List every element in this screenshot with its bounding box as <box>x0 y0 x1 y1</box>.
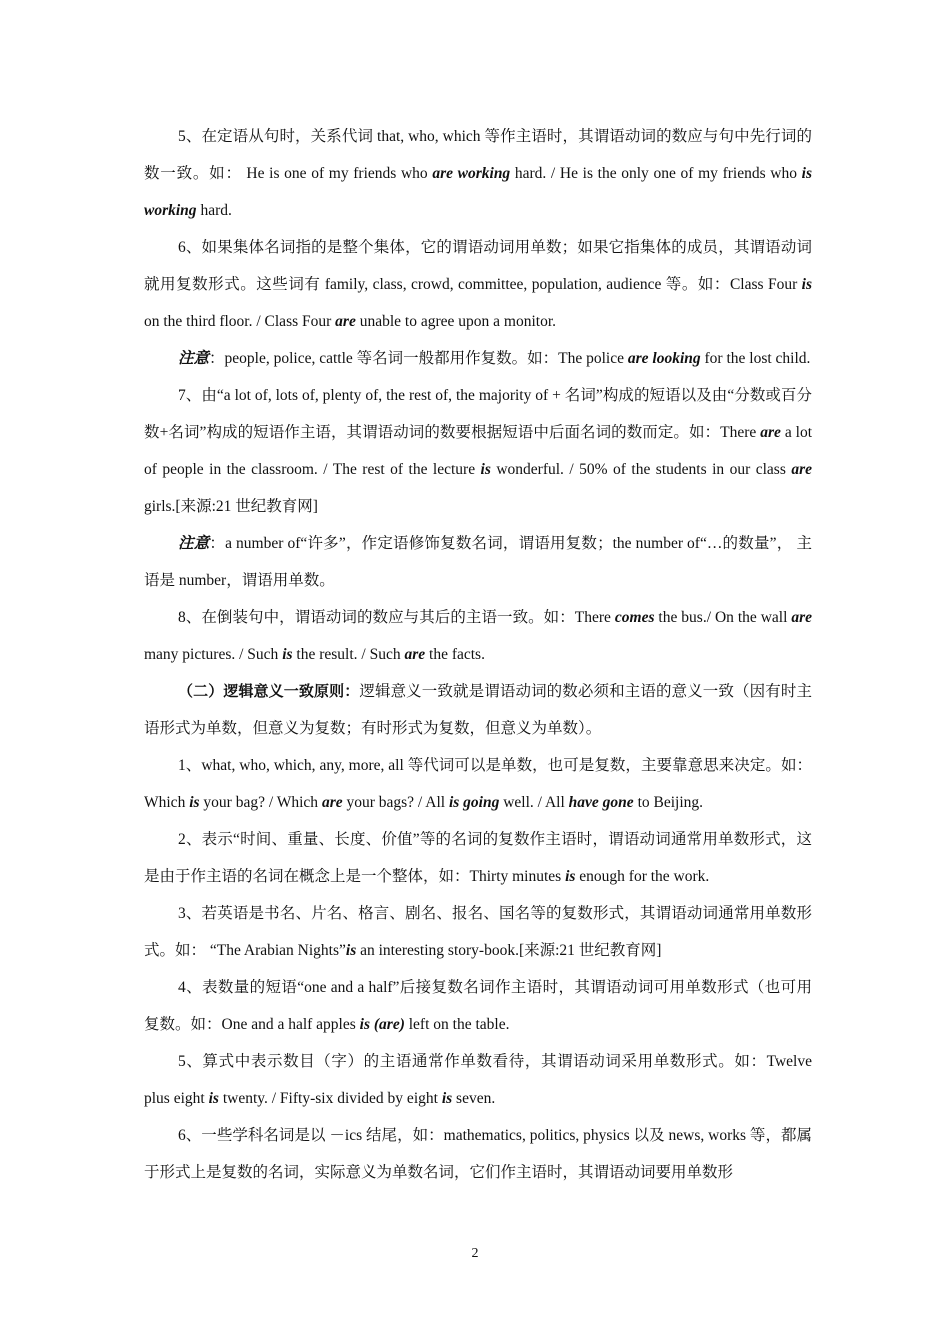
text-run: 2、表示“时间、重量、长度、价值”等的名词的复数作主语时，谓语动词通常用单数形式，这是由于作主语的名词在概念上是一个整体，如：Thirty minutes <box>144 831 812 885</box>
text-run: unable to agree upon a monitor. <box>355 313 556 330</box>
text-run: on the third floor. / Class Four <box>144 313 336 330</box>
paragraph-note-police <box>144 340 812 377</box>
emphasized-text: is <box>282 646 293 663</box>
text-run: 1、what, who, which, any, more, all 等代词可以是单数，也可是复数，主要靠意思来决定。如：Which <box>144 757 812 811</box>
paragraph-logical-2 <box>144 821 812 895</box>
emphasized-text: are <box>760 424 781 441</box>
paragraph-rule-7 <box>144 377 812 525</box>
text-run: the result. / Such <box>292 646 405 663</box>
emphasized-text: is going <box>448 794 500 811</box>
emphasized-text: are <box>791 609 812 626</box>
paragraph-note-number <box>144 525 812 599</box>
paragraph-logical-6 <box>144 1117 812 1191</box>
emphasized-text: are <box>791 461 812 478</box>
paragraph-logical-3 <box>144 895 812 969</box>
emphasized-text: 注意 <box>178 350 210 367</box>
text-run: a lot of people in the classroom. / The rest of the lecture <box>144 424 812 478</box>
page-number: 2 <box>471 1246 479 1261</box>
emphasized-text: are <box>335 313 356 330</box>
text-run: your bag? / Which <box>199 794 322 811</box>
text-run: seven. <box>452 1090 496 1107</box>
text-run: the bus./ On the wall <box>654 609 792 626</box>
text-run: ：a number of“许多”，作定语修饰复数名词，谓语用复数；the number of“…的数量”， 主语是 number，谓语用单数。 <box>144 535 812 589</box>
emphasized-text: is <box>801 276 812 293</box>
emphasized-text: comes <box>614 609 655 626</box>
text-run: your bags? / All <box>342 794 449 811</box>
emphasized-text: have gone <box>568 794 634 811</box>
emphasized-text: are looking <box>627 350 701 367</box>
section-heading: （二）逻辑意义一致原则： <box>178 682 360 700</box>
text-run: the facts. <box>425 646 485 663</box>
text-run: girls.[来源:21 世纪教育网] <box>144 498 318 515</box>
paragraph-rule-5 <box>144 118 812 229</box>
emphasized-text: are <box>404 646 426 663</box>
text-run: 4、表数量的短语“one and a half”后接复数名词作主语时，其谓语动词可用单数形式（也可用复数。如：One and a half apples <box>144 979 812 1033</box>
paragraph-logical-1 <box>144 747 812 821</box>
text-run: 6、一些学科名词是以 －ics 结尾，如：mathematics, politics, physics 以及 news, works 等，都属于形式上是复数的名词，实际意义为单数名词，它们作主语时，其谓语动词要用单数形 <box>144 1127 812 1181</box>
paragraph-logical-5 <box>144 1043 812 1117</box>
text-run: 6、如果集体名词指的是整个集体，它的谓语动词用单数；如果它指集体的成员，其谓语动词就用复数形式。这些词有 family, class, crowd, committee, population, audience 等。如：Class Four <box>144 239 812 293</box>
text-run: ：people, police, cattle 等名词一般都用作复数。如：The police <box>209 350 628 367</box>
emphasized-text: are working <box>432 165 511 182</box>
text-run: twenty. / Fifty-six divided by eight <box>218 1090 442 1107</box>
text-run: 8、在倒装句中，谓语动词的数应与其后的主语一致。如：There <box>178 609 615 626</box>
emphasized-text: is <box>345 942 357 959</box>
emphasized-text: is <box>208 1090 219 1107</box>
emphasized-text: is (are) <box>359 1016 405 1033</box>
text-run: an interesting story-book.[来源:21 世纪教育网] <box>356 942 662 959</box>
section-heading-logical-agreement <box>144 673 812 747</box>
text-run: 7、由“a lot of, lots of, plenty of, the rest of, the majority of + 名词”构成的短语以及由“分数或百分数+名词”构成的短语作主语，其谓语动词的数要根据短语中后面名词的数而定。如：There <box>144 387 812 441</box>
text-run: 3、若英语是书名、片名、格言、剧名、报名、国名等的复数形式，其谓语动词通常用单数形式。如： “The Arabian Nights” <box>144 905 812 959</box>
text-run: left on the table. <box>404 1016 510 1033</box>
text-run: 逻辑意义一致就是谓语动词的数必须和主语的意义一致（因有时主语形式为单数，但意义为复数；有时形式为复数，但意义为单数）。 <box>144 683 812 737</box>
text-run: hard. <box>196 202 232 219</box>
text-run: many pictures. / Such <box>144 646 283 663</box>
paragraph-rule-8 <box>144 599 812 673</box>
emphasized-text: is <box>189 794 200 811</box>
text-run: wonderful. / 50% of the students in our class <box>490 461 792 478</box>
text-run: hard. / He is the only one of my friends who <box>510 165 802 182</box>
emphasized-text: are <box>321 794 343 811</box>
emphasized-text: is working <box>144 165 812 219</box>
emphasized-text: is <box>565 868 576 885</box>
emphasized-text: is <box>441 1090 453 1107</box>
text-run: 5、算式中表示数目（字）的主语通常作单数看待，其谓语动词采用单数形式。如：Twelve plus eight <box>144 1053 812 1107</box>
emphasized-text: 注意 <box>178 535 210 552</box>
text-run: well. / All <box>499 794 569 811</box>
text-run: enough for the work. <box>575 868 710 885</box>
paragraph-rule-6 <box>144 229 812 340</box>
text-run: to Beijing. <box>633 794 704 811</box>
text-run: 5、在定语从句时，关系代词 that, who, which 等作主语时，其谓语动词的数应与句中先行词的数一致。如： He is one of my friends who <box>144 128 812 182</box>
document-body <box>144 118 812 1191</box>
paragraph-logical-4 <box>144 969 812 1043</box>
emphasized-text: is <box>480 461 491 478</box>
text-run: for the lost child. <box>700 350 811 367</box>
